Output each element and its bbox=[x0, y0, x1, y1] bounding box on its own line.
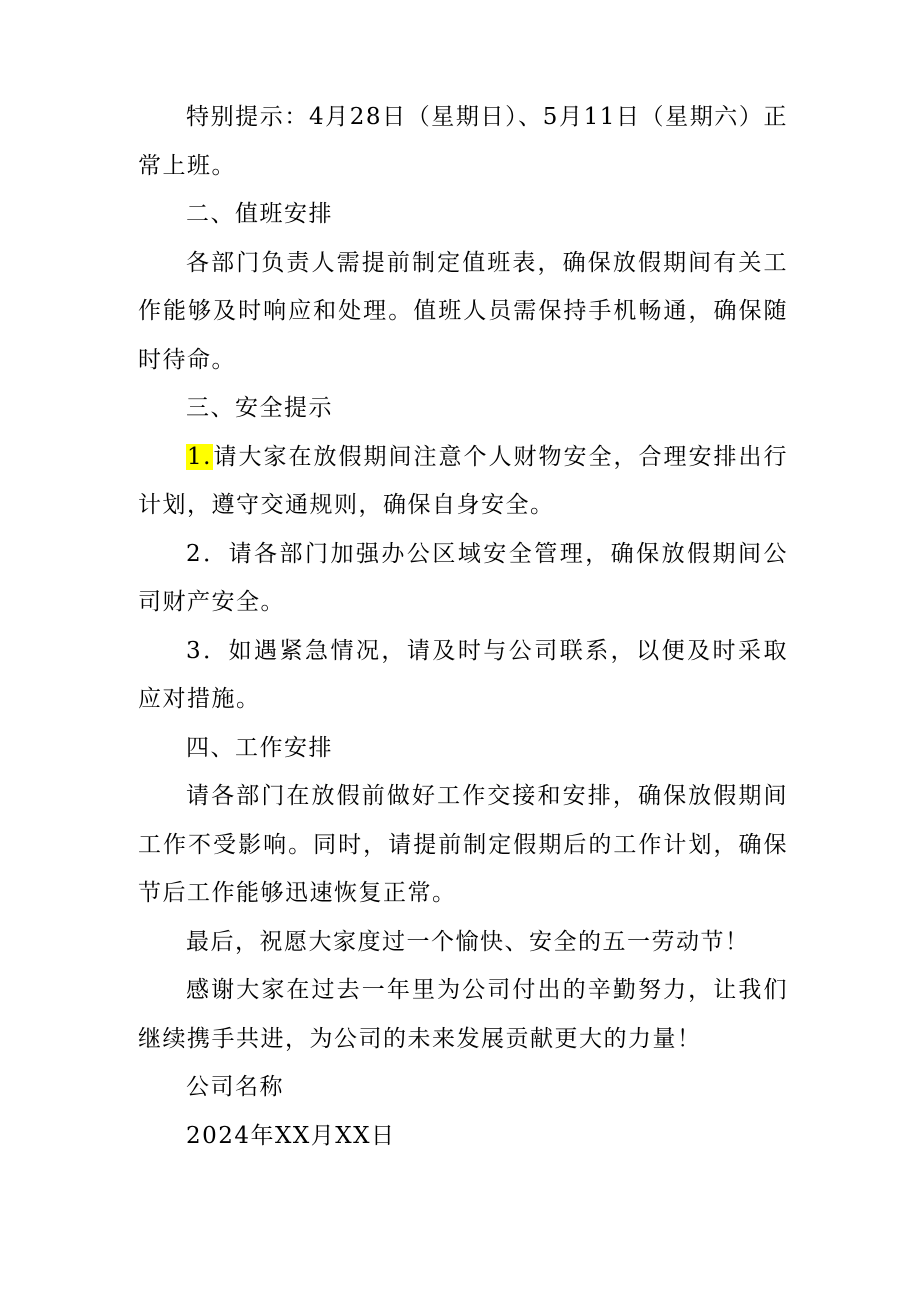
section-body-work: 请各部门在放假前做好工作交接和安排，确保放假期间工作不受影响。同时，请提前制定假期后的工作计划，确保节后工作能够迅速恢复正常。 bbox=[138, 783, 788, 906]
closing-thanks: 感谢大家在过去一年里为公司付出的辛勤努力，让我们继续携手共进，为公司的未来发展贡献更大的力量！ bbox=[138, 977, 788, 1052]
special-notice: 特别提示：4月28日（星期日）、5月11日（星期六）正常上班。 bbox=[138, 104, 788, 179]
section-heading-safety: 三、安全提示 bbox=[186, 395, 333, 421]
safety-item-1-text: 请大家在放假期间注意个人财物安全，合理安排出行计划，遵守交通规则，确保自身安全。 bbox=[138, 443, 788, 518]
safety-item-2: 2．请各部门加强办公区域安全管理，确保放假期间公司财产安全。 bbox=[138, 540, 788, 615]
safety-item-1 bbox=[138, 433, 788, 530]
document-date: 2024年XX月XX日 bbox=[186, 1122, 396, 1149]
safety-item-3: 3．如遇紧急情况，请及时与公司联系，以便及时采取应对措施。 bbox=[138, 637, 788, 712]
document-body bbox=[138, 93, 788, 1160]
section-heading-work: 四、工作安排 bbox=[186, 734, 333, 761]
section-body-duty: 各部门负责人需提前制定值班表，确保放假期间有关工作能够及时响应和处理。值班人员需保持手机畅通，确保随时待命。 bbox=[138, 249, 788, 373]
highlighted-item-number: 1. bbox=[187, 443, 212, 470]
section-heading-duty: 二、值班安排 bbox=[186, 201, 333, 227]
company-name: 公司名称 bbox=[186, 1074, 284, 1100]
closing-wish: 最后，祝愿大家度过一个愉快、安全的五一劳动节！ bbox=[186, 928, 750, 955]
